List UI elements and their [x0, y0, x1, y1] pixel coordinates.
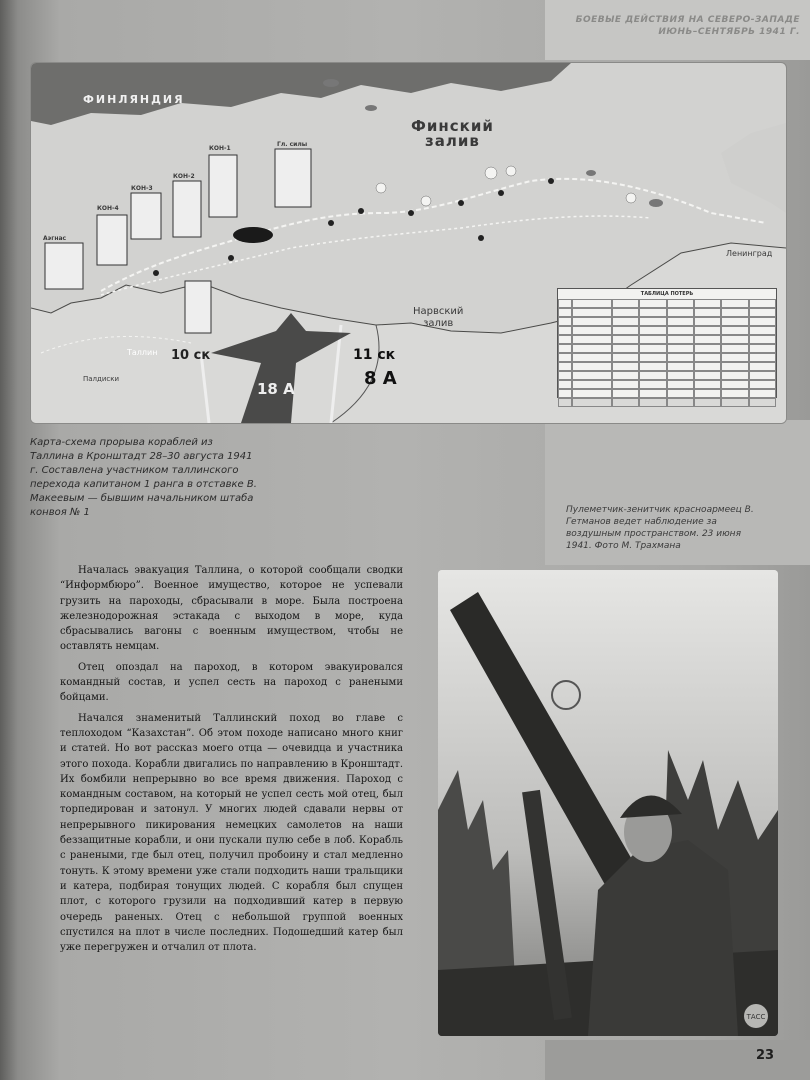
paragraph-2: Отец опоздал на пароход, в котором эвакуировался командный состав, и успел сесть на пароход с ранеными бойцами.	[60, 661, 403, 704]
label-18-army: 18 А	[257, 380, 295, 398]
loss-table-grid	[558, 299, 776, 407]
loss-table	[557, 288, 777, 398]
label-main-forces: Гл. силы	[277, 141, 308, 148]
loss-table-title: ТАБЛИЦА ПОТЕРЬ	[640, 291, 694, 297]
label-gulf-line-2: залив	[425, 132, 480, 150]
label-paldiski: Палдиски	[83, 375, 120, 383]
rearguard-box	[185, 281, 211, 333]
header-strip	[545, 0, 810, 60]
main-forces-box	[275, 149, 311, 207]
label-8-army: 8 А	[364, 368, 397, 389]
article-body	[60, 563, 403, 960]
map-figure	[30, 62, 787, 424]
label-kon2: КОН-2	[173, 173, 195, 180]
aegna-box	[45, 243, 83, 289]
page-number: 23	[756, 1048, 775, 1063]
label-finland: ФИНЛЯНДИЯ	[83, 93, 185, 106]
kon4-box	[97, 215, 127, 265]
photo-graphic	[438, 570, 778, 1036]
label-10-corps: 10 ск	[171, 348, 211, 363]
running-head-line-1: БОЕВЫЕ ДЕЙСТВИЯ НА СЕВЕРО-ЗАПАДЕ	[575, 15, 800, 25]
kon3-box	[131, 193, 161, 239]
photo-watermark-text: ТАСС	[746, 1013, 766, 1021]
running-head	[550, 14, 800, 38]
label-leningrad: Ленинград	[726, 249, 773, 258]
label-kon3: КОН-3	[131, 185, 153, 192]
photo-caption: Пулеметчик-зенитчик красноармеец В. Гетманов ведет наблюдение за воздушным пространством. 23 июня 1941. Фото М. Трахмана	[566, 505, 754, 551]
label-kon1: КОН-1	[209, 145, 231, 152]
label-gulf-line-1: Финский	[411, 117, 494, 135]
running-head-line-2: ИЮНЬ–СЕНТЯБРЬ 1941 Г.	[658, 27, 800, 37]
label-aegna: Аэгнас	[43, 235, 67, 242]
kon1-box	[209, 155, 237, 217]
paragraph-1: Началась эвакуация Таллина, о которой сообщали сводки “Информбюро”. Военное имущество, которое не успевали грузить на пароходы, сбрасывали в море. Была построена железнодорожная эстакада с выходом в море, куда сбрасывались вагоны с военным имуществом, чтобы не оставлять немцам.	[60, 565, 403, 653]
label-kon4: КОН-4	[97, 205, 119, 212]
mine-markers	[376, 166, 636, 206]
label-11-corps: 11 ск	[353, 347, 396, 363]
paragraph-3: Начался знаменитый Таллинский поход во главе с теплоходом “Казахстан”. Об этом походе написано много книг и статей. Но вот рассказ моего отца — очевидца и участника этого похода. Корабли двигались по направлению в Кронштадт. Их бомбили непрерывно во все время движения. Пароход с командным составом, на который не успел сесть мой отец, был торпедирован и затонул. У многих людей сдавали нервы от непрерывного пикирования немецких самолетов на наши беззащитные корабли, и они пускали пулю себе в лоб. Корабль с ранеными, где был отец, получил пробоину и стал медленно тонуть. К этому времени уже стали подходить наши тральщики и катера, подбирая тонущих людей. С корабля был спущен плот, с которого грузили на подходивший катер в первую очередь раненых. Отец с небольшой группой военных спустился на плот в числе последних. Подошедший катер был уже перегружен и отчалил от плота.	[60, 712, 403, 954]
map-caption: Карта-схема прорыва кораблей из Таллина в Кронштадт 28–30 августа 1941 г. Составлена участником таллинского перехода капитаном 1 ранга в отставке В. Макеевым — бывшим начальником штаба конвоя № 1	[30, 437, 257, 518]
label-narva-line-1: Нарвский	[413, 306, 464, 317]
kon2-box	[173, 181, 201, 237]
label-narva-line-2: залив	[423, 318, 454, 329]
soldier-photo	[438, 570, 778, 1036]
label-tallinn: Таллин	[127, 348, 158, 357]
label-gulf-of-finland	[411, 119, 494, 149]
label-narva-bay	[413, 306, 463, 330]
flagship-marker	[233, 227, 273, 243]
